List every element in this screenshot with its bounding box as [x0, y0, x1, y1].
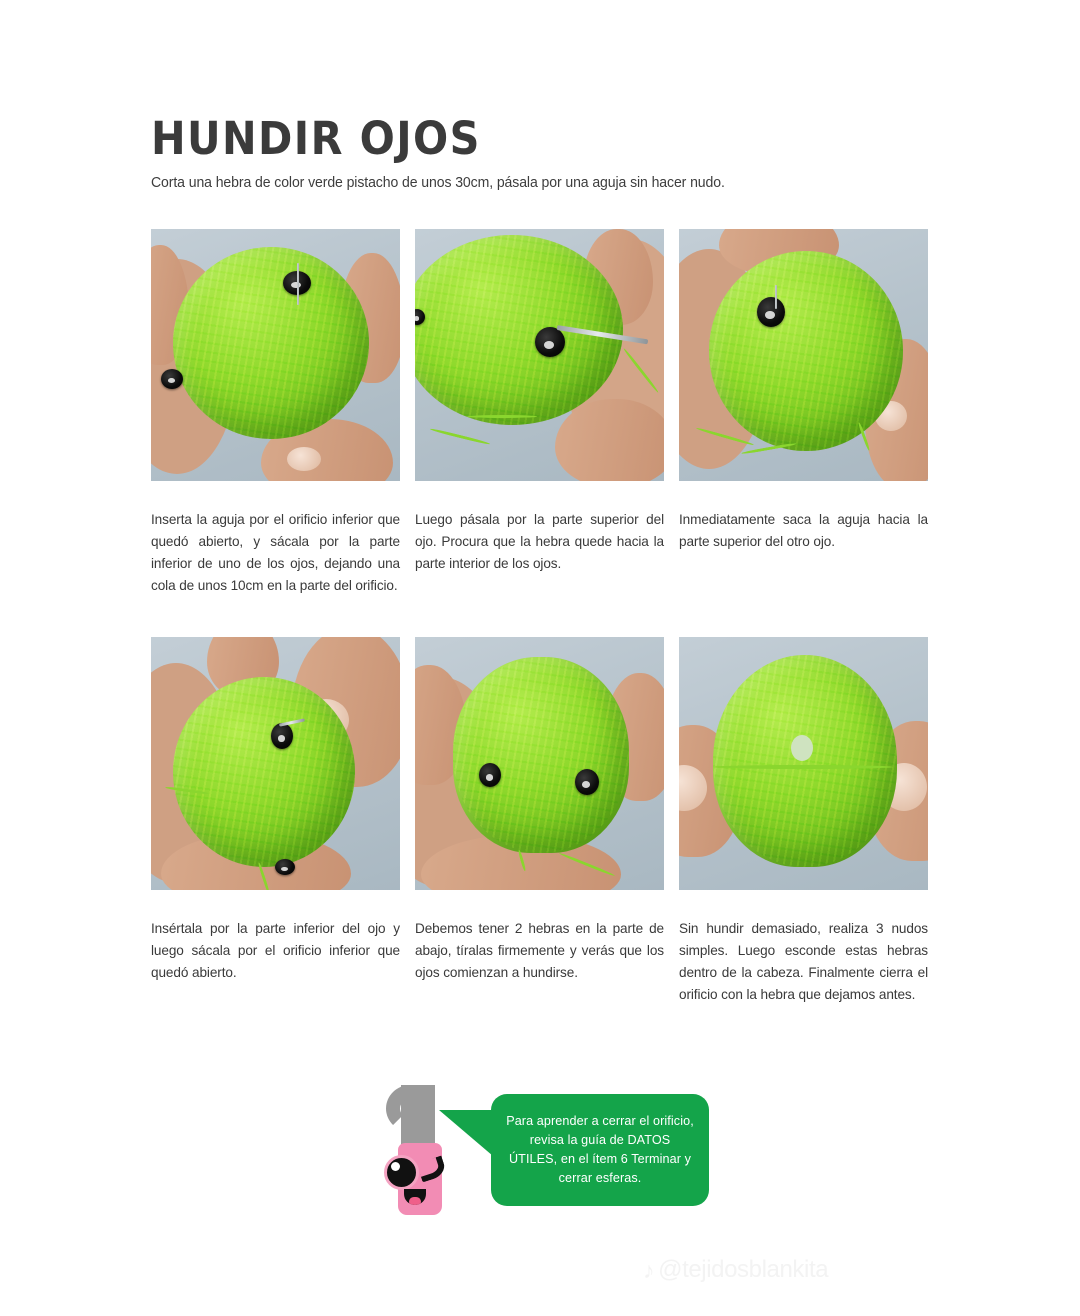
yarn-texture [709, 251, 903, 451]
watermark [643, 1258, 828, 1282]
page-title: HUNDIR OJOS [151, 112, 481, 166]
step-photo-4 [151, 637, 400, 890]
safety-eye [535, 327, 565, 357]
crochet-ball [173, 247, 369, 439]
crochet-ball [173, 677, 355, 867]
yarn-texture [173, 247, 369, 439]
step-photo-1 [151, 229, 400, 481]
intro-text: Corta una hebra de color verde pistacho de unos 30cm, pásala por una aguja sin hacer nudo. [151, 174, 725, 191]
crochet-ball [713, 655, 897, 867]
safety-eye [757, 297, 785, 327]
step-photo-3 [679, 229, 928, 481]
yarn-texture [173, 677, 355, 867]
tip-text: Para aprender a cerrar el orificio, revisa la guía de DATOS ÚTILES, en el ítem 6 Terminar y cerrar esferas. [506, 1113, 694, 1186]
music-note-icon: ♪ [643, 1256, 655, 1283]
step-caption-6: Sin hundir demasiado, realiza 3 nudos simples. Luego esconde estas hebras dentro de la cabeza. Finalmente cierra el orificio con la hebra que dejamos antes. [679, 920, 928, 1002]
crochet-ball [453, 657, 629, 853]
tip-speech-bubble [491, 1094, 709, 1206]
needle [297, 263, 299, 305]
step-photo-6 [679, 637, 928, 890]
needle [775, 285, 777, 309]
fingernail [287, 447, 321, 471]
step-caption-4: Insértala por la parte inferior del ojo y luego sácala por el orificio inferior que quedó abierto. [151, 920, 400, 980]
step-caption-3: Inmediatamente saca la aguja hacia la parte superior del otro ojo. [679, 511, 928, 549]
tip-section [151, 1085, 930, 1230]
steps-grid [151, 229, 930, 1020]
hook-head-icon [386, 1085, 435, 1132]
step-photo-5 [415, 637, 664, 890]
yarn-texture [453, 657, 629, 853]
mascot-eye-icon [384, 1155, 419, 1190]
row-separator [151, 610, 928, 637]
step-photo-2 [415, 229, 664, 481]
yarn-texture [713, 655, 897, 867]
watermark-handle: @tejidosblankita [658, 1256, 829, 1283]
step-caption-5: Debemos tener 2 hebras en la parte de abajo, tíralas firmemente y verás que los ojos comienzan a hundirse. [415, 920, 664, 980]
speech-bubble-tail [439, 1110, 493, 1156]
step-caption-1: Inserta la aguja por el orificio inferior que quedó abierto, y sácala por la parte inferior de uno de los ojos, dejando una cola de unos 10cm en la parte del orificio. [151, 511, 400, 593]
step-caption-2: Luego pásala por la parte superior del ojo. Procura que la hebra quede hacia la parte interior de los ojos. [415, 511, 664, 571]
page-content [151, 0, 930, 1316]
mascot-tongue-icon [409, 1197, 421, 1205]
yarn-thread [467, 415, 537, 418]
crochet-ball [709, 251, 903, 451]
safety-eye [161, 369, 183, 389]
